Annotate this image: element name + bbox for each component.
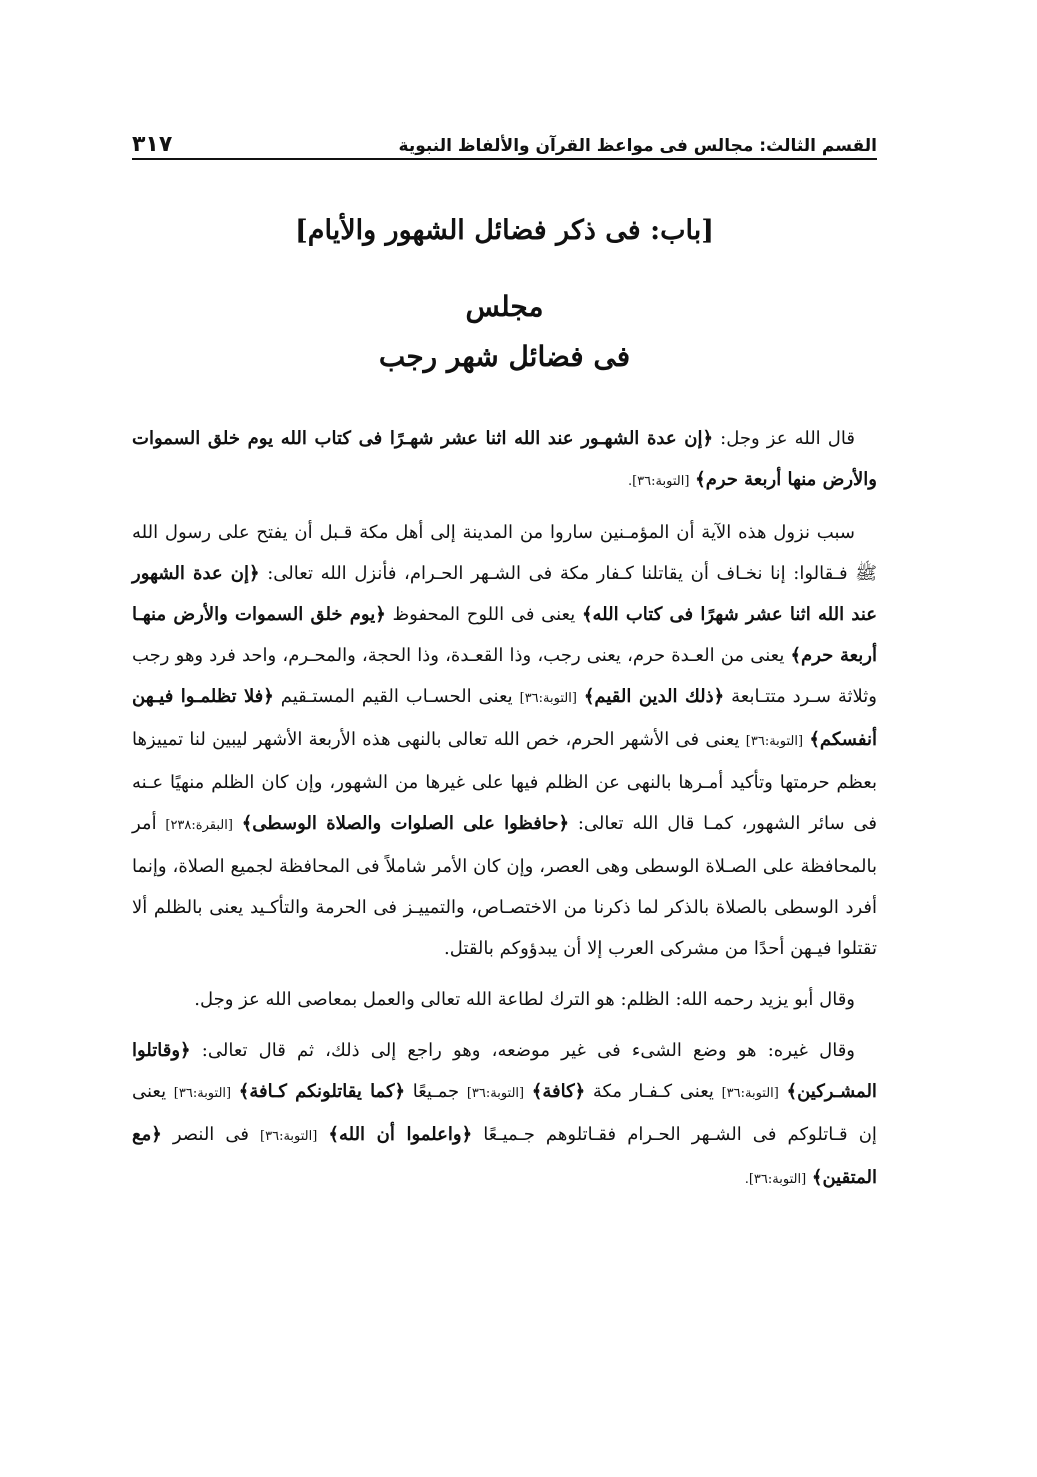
verse-reference: [التوبة:٣٦].: [744, 1172, 807, 1187]
verse-reference: [التوبة:٣٦]: [745, 734, 804, 749]
quran-verse: ﴿مع المتقين﴾: [132, 1124, 877, 1188]
text-span: يعنى إن قـاتلوكم فى الشـهر الحـرام فقـاتلوهم جـميـعًا: [132, 1081, 877, 1145]
quran-verse: ﴿إن عدة الشهـور عند الله اثنا عشر شهـرًا فى كتاب الله يوم خلق السموات والأرض منها أربعة حرم﴾: [132, 428, 877, 490]
text-span: يعنى من العـدة حرم، يعنى رجب، وذا القعـدة، وذا الحجة، والمحـرم، واحد فرد وهو رجب وثلاثة سـرد متتـابعة: [132, 645, 877, 707]
paragraph-3: وقال أبو يزيد رحمه الله: الظلم: هو الترك لطاعة الله تعالى والعمل بمعاصى الله عز وجل.: [194, 989, 855, 1010]
quran-verse: ﴿يوم خلق السموات والأرض منهـا أربعة حرم﴾: [132, 604, 877, 666]
text-span: سبب نزول هذه الآية أن المؤمـنين ساروا من المدينة إلى أهل مكة قـبل أن يفتح على رسول الله ﷺ فـقالوا: إنا نخـاف أن يقاتلنا كـفار مكة فى الشـهر الحـرام، فأنزل الله تعالى:: [132, 522, 877, 584]
quran-verse: ﴿فلا تظلمـوا فيـهن أنفسكم﴾: [132, 686, 877, 750]
quran-verse: ﴿كما يقاتلونكم كـافة﴾: [238, 1081, 406, 1102]
verse-reference: [التوبة:٣٦]: [173, 1086, 232, 1101]
book-title: مجالس فى مواعظ القرآن والألفاظ النبوية: [398, 136, 754, 156]
quran-verse: ﴿وقاتلوا المشـركين﴾: [132, 1040, 877, 1102]
page-number: ٣١٧: [132, 132, 173, 157]
paragraph-4: [132, 1030, 877, 1200]
text-span: وقال غيره: هو وضع الشىء فى غير موضعه، وهو راجع إلى ذلك، ثم قال تعالى:: [201, 1040, 855, 1061]
text-span: فى النصر: [172, 1124, 249, 1145]
text-span: جمـيعًا: [412, 1081, 460, 1102]
quran-verse: ﴿إن عدة الشهور عند الله اثنا عشر شهرًا فى كتاب الله﴾: [132, 563, 877, 625]
paragraph-1: [132, 418, 877, 502]
quran-verse: ﴿كافة﴾: [531, 1081, 586, 1102]
text-span: يعنى كـفـار مكة: [592, 1081, 714, 1102]
part-label: القسم الثالث:: [759, 136, 877, 156]
verse-reference: [التوبة:٣٦].: [627, 474, 690, 489]
chapter-title: [باب: فى ذكر فضائل الشهور والأيام]: [294, 215, 714, 246]
body-text: [132, 418, 877, 1210]
quran-verse: ﴿واعلموا أن الله﴾: [328, 1124, 473, 1145]
quran-verse: ﴿حافظوا على الصلوات والصلاة الوسطى﴾: [241, 813, 570, 834]
text-span: يعنى فى اللوح المحفوظ: [392, 604, 576, 625]
verse-reference: [التوبة:٣٦]: [466, 1086, 525, 1101]
section-label: مجلس: [465, 290, 544, 323]
verse-reference: [التوبة:٣٦]: [519, 691, 577, 706]
section-title: فى فضائل شهر رجب: [378, 340, 631, 373]
verse-reference: [التوبة:٣٦]: [260, 1129, 318, 1144]
text-span: أمر بالمحافظة على الصـلاة الوسطى وهى العصر، وإن كان الأمر شاملاً فى المحافظة لجميع الصلاة، وإنما أفرد الوسطى بالصلاة بالذكر لما ذكرنا من الاختصـاص، والتمييـز فى الحرمة والتأكـيد يعنى بالظلم ألا تقتلوا فيـهن أحدًا من مشركى العرب إلا أن يبدؤوكم بالقتل.: [132, 813, 877, 959]
header-divider: [132, 158, 877, 160]
text-span: قال الله عز وجل:: [720, 428, 855, 449]
verse-reference: [التوبة:٣٦]: [721, 1086, 779, 1101]
quran-verse: ﴿ذلك الدين القيم﴾: [583, 686, 725, 707]
text-span: يعنى فى الأشهر الحرم، خص الله تعالى بالنهى هذه الأربعة الأشهر ليبين لنا تمييزها بعظم حرمتها وتأكيد أمـرها بالنهى عن الظلم فيها على غيرها من الشهور، وإن كان الظلم منهيًا عـنه فى سائر الشهور، كمـا قال الله تعالى:: [132, 729, 877, 834]
verse-reference: [البقرة:٢٣٨]: [165, 818, 233, 833]
running-header: [132, 118, 877, 162]
paragraph-2: [132, 512, 877, 969]
text-span: يعنى الحسـاب القيم المستـقيم: [280, 686, 513, 707]
